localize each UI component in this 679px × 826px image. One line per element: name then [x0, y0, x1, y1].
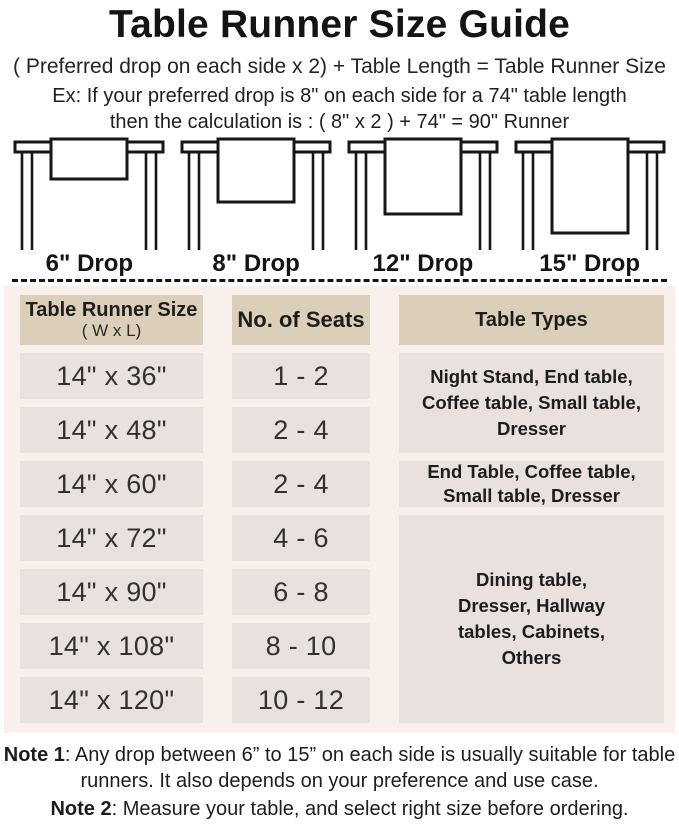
seats-cell: 8 - 10	[232, 623, 370, 669]
drop-label: 15" Drop	[539, 249, 640, 277]
table-types-medium-tables: End Table, Coffee table, Small table, Dresser	[399, 461, 664, 507]
note-2	[4, 796, 676, 822]
header-runner-size-title: Table Runner Size	[25, 299, 198, 322]
formula-line: ( Preferred drop on each side x 2) + Table Length = Table Runner Size	[13, 54, 666, 78]
drop-figure-6	[6, 137, 173, 277]
drop-illustrations	[0, 137, 679, 277]
runner	[51, 139, 127, 179]
header-seats: No. of Seats	[232, 295, 370, 345]
table-runner-15-drop-illustration	[512, 137, 668, 250]
header-table-types: Table Types	[399, 295, 664, 345]
drop-figure-8	[173, 137, 340, 277]
seats-cell: 10 - 12	[232, 677, 370, 723]
dashed-divider	[12, 279, 667, 282]
size-cell: 14" x 36"	[20, 353, 203, 399]
table-types-large-tables: Dining table, Dresser, Hallway tables, Cabinets, Others	[399, 515, 664, 723]
notes	[4, 742, 676, 822]
table-types-small-tables: Night Stand, End table, Coffee table, Small table, Dresser	[399, 353, 664, 453]
size-cell: 14" x 60"	[20, 461, 203, 507]
note-1-text: : Any drop between 6” to 15” on each side is usually suitable for table runners. It also depends on your preference and use case.	[64, 744, 676, 793]
seats-cell: 2 - 4	[232, 461, 370, 507]
seats-cell: 4 - 6	[232, 515, 370, 561]
size-cell: 14" x 72"	[20, 515, 203, 561]
size-cell: 14" x 90"	[20, 569, 203, 615]
page-title: Table Runner Size Guide	[108, 3, 571, 46]
size-cell: 14" x 48"	[20, 407, 203, 453]
runner	[552, 139, 628, 233]
table-runner-size-guide	[0, 3, 679, 822]
runner	[218, 139, 294, 202]
seats-cell: 1 - 2	[232, 353, 370, 399]
size-cell: 14" x 120"	[20, 677, 203, 723]
drop-figure-15	[506, 137, 673, 277]
table-runner-6-drop-illustration	[11, 137, 167, 250]
drop-label: 12" Drop	[372, 249, 474, 277]
note-1-label: Note 1	[3, 744, 65, 767]
table-runner-12-drop-illustration	[345, 137, 501, 250]
runner	[385, 139, 461, 214]
seats-cell: 6 - 8	[232, 569, 370, 615]
note-1	[4, 742, 676, 795]
seats-cell: 2 - 4	[232, 407, 370, 453]
drop-label: 6" Drop	[45, 249, 134, 277]
drop-label: 8" Drop	[212, 249, 300, 277]
note-2-label: Note 2	[50, 797, 112, 820]
size-table	[4, 286, 675, 733]
table-runner-8-drop-illustration	[178, 137, 334, 250]
note-2-text: : Measure your table, and select right size before ordering.	[111, 797, 629, 820]
size-cell: 14" x 108"	[20, 623, 203, 669]
example-line-2: then the calculation is : ( 8" x 2 ) + 74" = 90" Runner	[109, 110, 570, 133]
header-runner-size	[20, 295, 203, 345]
header-runner-size-sub: ( W x L)	[81, 321, 142, 341]
example-line-1: Ex: If your preferred drop is 8" on each side for a 74" table length	[52, 84, 627, 107]
drop-figure-12	[340, 137, 507, 277]
